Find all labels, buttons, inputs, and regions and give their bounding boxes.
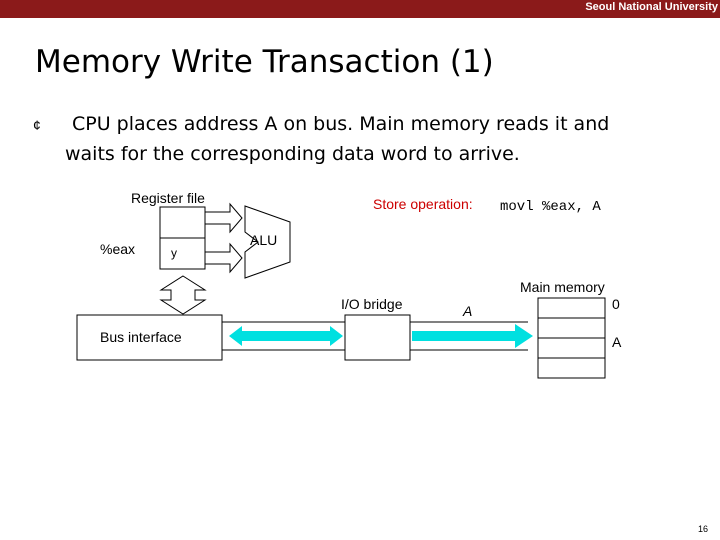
bullet-text-line-1: CPU places address A on bus. Main memory reads it and (72, 113, 610, 135)
bus-value-label: A (463, 303, 473, 319)
memory-address-a: A (612, 334, 622, 350)
memory-bus-arrow (412, 324, 533, 348)
reg-to-alu-arrow (205, 204, 242, 232)
alu-label: ALU (250, 232, 278, 248)
reg-to-alu-arrow-lower (205, 244, 242, 272)
university-name: Seoul National University (585, 1, 718, 13)
vertical-double-arrow (161, 276, 205, 314)
store-operation-label: Store operation: (373, 196, 473, 212)
main-memory-label: Main memory (520, 279, 605, 295)
bullet-text-line-2: waits for the corresponding data word to arrive. (65, 143, 520, 165)
memory-address-0: 0 (612, 296, 620, 312)
page-number: 16 (697, 524, 708, 534)
io-bridge-label: I/O bridge (341, 296, 403, 312)
register-value: y (171, 246, 177, 260)
bullet-icon: ¢ (33, 117, 41, 133)
slide-title: Memory Write Transaction (1) (35, 44, 494, 80)
register-file-label: Register file (131, 190, 205, 206)
system-bus-highlight (229, 326, 343, 346)
eax-label: %eax (100, 241, 136, 257)
store-operation-code: movl %eax, A (500, 199, 601, 215)
io-bridge-box (345, 315, 410, 360)
bus-interface-label: Bus interface (100, 329, 182, 345)
